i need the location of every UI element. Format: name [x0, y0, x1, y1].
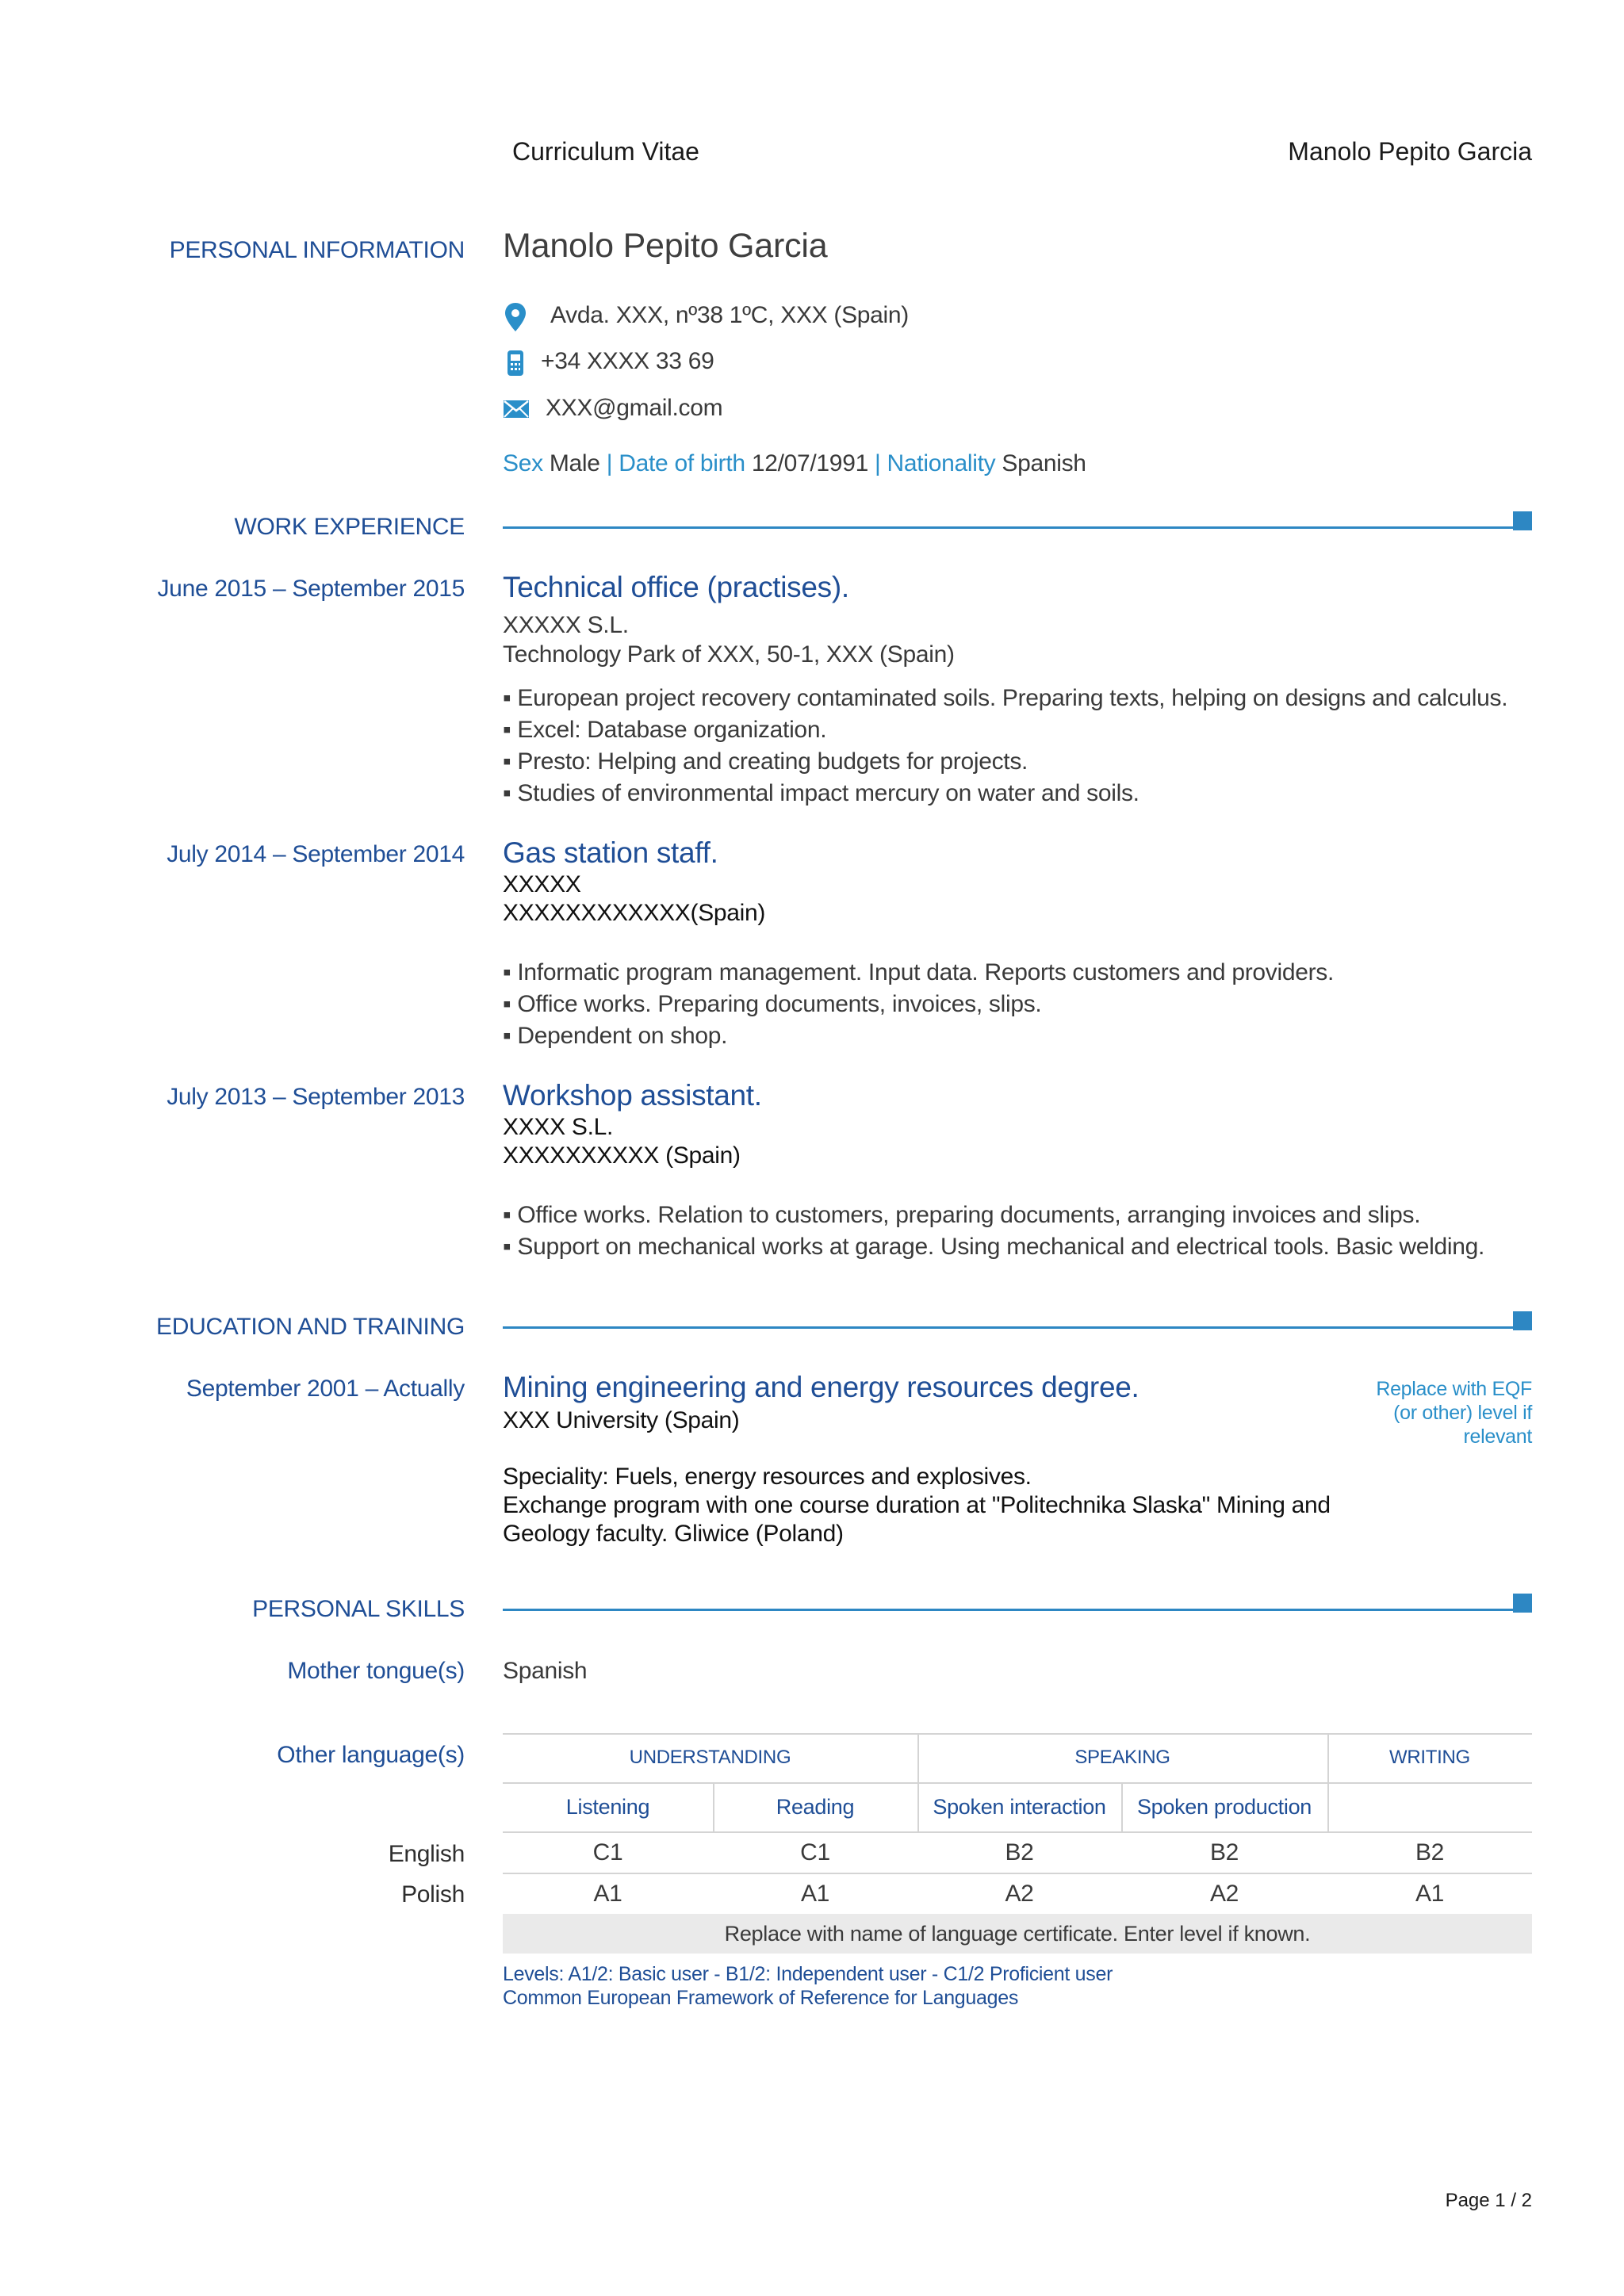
section-education-training: EDUCATION AND TRAINING — [156, 1314, 465, 1340]
education-detail: Exchange program with one course duration at "Politechnika Slaska" Mining and — [503, 1492, 1331, 1518]
cefr-levels-note: Levels: A1/2: Basic user - B1/2: Independent user - C1/2 Proficient user Common European Framework of Reference for Languages — [503, 1963, 1113, 2009]
language-name-polish: Polish — [401, 1881, 465, 1908]
job-employer: XXXXX — [503, 871, 581, 897]
subheader-spoken-production: Spoken production — [1136, 1794, 1312, 1819]
section-work-experience: WORK EXPERIENCE — [234, 514, 465, 540]
table-header-groups — [503, 1733, 1532, 1782]
education-institution: XXX University (Spain) — [503, 1407, 740, 1433]
job-bullet: ▪ Informatic program management. Input data. Reports customers and providers. — [503, 959, 1335, 985]
sex-label: Sex — [503, 450, 543, 476]
full-name: Manolo Pepito Garcia — [503, 227, 828, 265]
header-doc-type: Curriculum Vitae — [512, 137, 699, 166]
section-rule-marker — [1513, 511, 1532, 530]
level-cell: A1 — [800, 1881, 830, 1907]
job-bullet: ▪ Excel: Database organization. — [503, 717, 827, 743]
education-detail: Speciality: Fuels, energy resources and explosives. — [503, 1464, 1032, 1490]
section-rule — [503, 1326, 1532, 1329]
job-address: Technology Park of XXX, 50-1, XXX (Spain) — [503, 641, 955, 668]
level-cell: A1 — [1415, 1881, 1445, 1907]
job-address: XXXXXXXXXXXX(Spain) — [503, 900, 766, 926]
address: Avda. XXX, nº38 1ºC, XXX (Spain) — [550, 302, 910, 328]
job-bullet: ▪ Office works. Relation to customers, preparing documents, arranging invoices and slips. — [503, 1202, 1421, 1228]
eqf-level-note: Replace with EQF (or other) level if relevant — [1376, 1378, 1532, 1448]
mobile-phone-icon — [503, 349, 528, 381]
location-pin-icon — [503, 301, 528, 337]
job-employer: XXXX S.L. — [503, 1114, 614, 1140]
job-title: Workshop assistant. — [503, 1079, 762, 1112]
header-understanding: UNDERSTANDING — [629, 1747, 791, 1768]
phone: +34 XXXX 33 69 — [541, 348, 714, 374]
level-cell: C1 — [800, 1839, 830, 1866]
job-bullet: ▪ Dependent on shop. — [503, 1023, 728, 1049]
personal-details-line — [503, 450, 1086, 477]
mother-tongue-value: Spanish — [503, 1658, 588, 1684]
table-header-sub — [503, 1782, 1532, 1831]
section-rule-marker — [1513, 1311, 1532, 1330]
mother-tongue-label: Mother tongue(s) — [287, 1658, 465, 1684]
dob-value: 12/07/1991 — [751, 450, 868, 476]
level-cell: B2 — [1415, 1839, 1445, 1866]
sex-value: Male — [549, 450, 600, 476]
section-personal-skills: PERSONAL SKILLS — [252, 1596, 465, 1622]
job-dates: July 2013 – September 2013 — [167, 1084, 465, 1110]
subheader-spoken-interaction: Spoken interaction — [933, 1794, 1106, 1819]
nationality-label: | Nationality — [875, 450, 996, 476]
job-bullet: ▪ Support on mechanical works at garage. Using mechanical and electrical tools. Basic welding. — [503, 1234, 1485, 1260]
page-number: Page 1 / 2 — [1445, 2190, 1532, 2211]
job-bullet: ▪ Presto: Helping and creating budgets for projects. — [503, 748, 1028, 775]
section-personal-information: PERSONAL INFORMATION — [169, 237, 465, 263]
job-dates: June 2015 – September 2015 — [157, 576, 465, 602]
email: XXX@gmail.com — [546, 395, 723, 421]
level-cell: C1 — [592, 1839, 623, 1866]
header-writing: WRITING — [1389, 1747, 1470, 1768]
other-languages-label: Other language(s) — [277, 1742, 465, 1768]
table-row — [503, 1833, 1532, 1873]
job-employer: XXXXX S.L. — [503, 612, 629, 638]
job-title: Gas station staff. — [503, 836, 718, 869]
education-detail: Geology faculty. Gliwice (Poland) — [503, 1521, 844, 1547]
table-row — [503, 1874, 1532, 1914]
subheader-listening: Listening — [565, 1794, 650, 1819]
section-rule-marker — [1513, 1594, 1532, 1613]
subheader-reading: Reading — [776, 1794, 855, 1819]
level-cell: A1 — [593, 1881, 622, 1907]
header-name: Manolo Pepito Garcia — [1288, 137, 1532, 166]
nationality-value: Spanish — [1002, 450, 1086, 476]
section-rule — [503, 526, 1532, 529]
job-bullet: ▪ Office works. Preparing documents, invoices, slips. — [503, 991, 1042, 1017]
header-speaking: SPEAKING — [1074, 1747, 1170, 1768]
education-dates: September 2001 – Actually — [186, 1376, 465, 1402]
job-bullet: ▪ Studies of environmental impact mercury on water and soils. — [503, 780, 1139, 806]
job-bullet: ▪ European project recovery contaminated soils. Preparing texts, helping on designs and calculus. — [503, 685, 1508, 711]
job-dates: July 2014 – September 2014 — [167, 841, 465, 867]
job-title: Technical office (practises). — [503, 571, 849, 603]
job-address: XXXXXXXXXX (Spain) — [503, 1142, 741, 1169]
table-divider — [713, 1782, 714, 1831]
level-cell: A2 — [1005, 1881, 1034, 1907]
language-certificate-row: Replace with name of language certificate. Enter level if known. — [503, 1914, 1532, 1954]
level-cell: A2 — [1209, 1881, 1239, 1907]
email-envelope-icon — [503, 399, 530, 423]
section-rule — [503, 1609, 1532, 1611]
dob-label: | Date of birth — [606, 450, 745, 476]
level-cell: B2 — [1005, 1839, 1034, 1866]
table-divider — [1121, 1782, 1123, 1831]
language-name-english: English — [388, 1841, 465, 1867]
education-title: Mining engineering and energy resources degree. — [503, 1371, 1139, 1403]
subheader-writing — [1327, 1782, 1532, 1831]
level-cell: B2 — [1209, 1839, 1239, 1866]
